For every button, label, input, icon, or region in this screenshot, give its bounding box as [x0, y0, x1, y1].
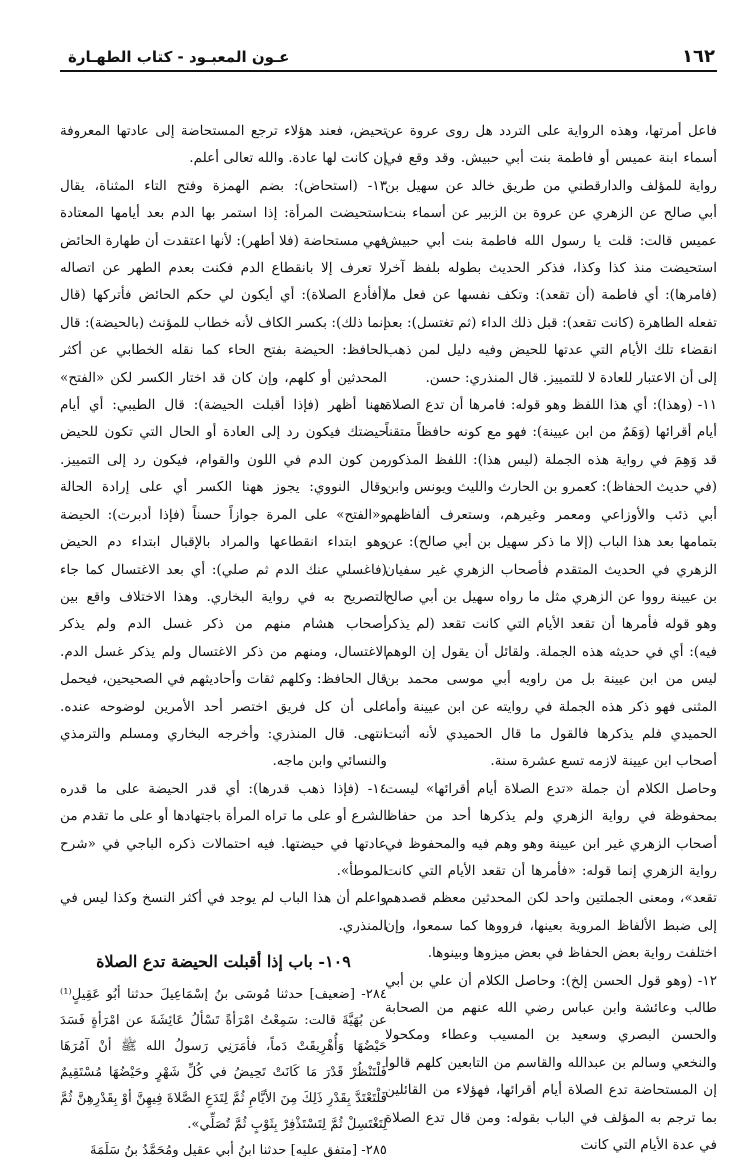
paragraph: تحيض، فعند هؤلاء ترجع المستحاضة إلى عادتها المعروفة إن كانت لها عادة. والله تعالى أعلم. [60, 123, 387, 167]
page-number: ١٦٢ [682, 46, 715, 67]
paragraph: وحاصل الكلام أن جملة «تدع الصلاة أيام أقرائها» ليست بمحفوظة في رواية الزهري ولم يذكرها أحد من حفاظ أصحاب الزهري غير ابن عيينة وهو وهم فيه والمحفوظ في رواية الزهري إنما قوله: «فأمرها أن تقعد الأيام التي كانت تقعد»، ومعنى الجملتين واحد لكن المحدثين معظم قصدهم إلى ضبط الألفاظ المروية بعينها، فرووها كما سمعوا، وإن اختلفت رواية بعض الحفاظ في بعض ميزوها وبينوها. [385, 780, 717, 962]
paragraph: فاعل أمرتها، وهذه الرواية على التردد هل روى عروة عن أسماء ابنة عميس أو فاطمة بنت أبي حبيش. وقد وقع في رواية للمؤلف والدارقطني من طريق خالد عن سهيل بن أبي صالح عن الزهري عن عروة بن الزبير عن أسماء بنت عميس قالت: قلت يا رسول الله فاطمة بنت أبي حبيش استحيضت منذ كذا وكذا، فذكر الحديث بطوله بلفظ آخر (فامرها): أي فاطمة (أن تقعد): وتكف نفسها عن فعل ما تفعله الطاهرة (كانت تقعد): قبل ذلك الداء (ثم تغتسل): بعد انقضاء تلك الأيام التي عدتها للحيض وفيه دليل لمن ذهب إلى أن الاعتبار للعادة لا للتمييز. قال المنذري: حسن. [385, 123, 717, 386]
hadith-text: ٢٨٤- [ضعيف] حدثنا مُوسَى بنُ إسْمَاعِيلَ حدثنا أبُو عَقِيلٍ⁽¹⁾ عن بُهَيَّةَ قالت: سَمِعْتُ امْرَأةً تَسْألُ عَائِشَةَ عن امْرَأةٍ فَسَدَ حَيْضُهَا وَأُهْرِيقَتْ دَماً، فأمَرَنِي رَسولُ الله ﷺ أنْ آمُرَهَا فَلْتَنْظُرْ قَدْرَ مَا كَانَتْ تَحِيضُ في كُلِّ شَهْرٍ وحَيْضُهَا مُسْتَقِيمٌ فَلْتَعْتَدَّ بِقَدْرِ ذَلِكَ مِنَ الأيَّامِ ثُمَّ لِتَدَعِ الصَّلاةَ فِيهِنَّ أوْ بِقَدْرِهِنَّ ثُمَّ لِتَغْتَسِلْ ثُمَّ لِتَسْتَذْفِرْ بِثَوْبٍ ثُمَّ تُصَلِّي». [60, 987, 387, 1133]
running-title: عـون المعبـود - كتاب الطهـارة [68, 48, 290, 66]
paragraph: ١٤- (فإذا ذهب قدرها): أي قدر الحيضة على ما قدره الشرع أو على ما تراه المرأة باجتهادها أو على ما تقدم من عادتها في حيضتها. فيه احتمالات ذكره الباجي في «شرح الموطأ». [60, 780, 387, 879]
left-column [60, 118, 387, 1159]
right-column [385, 118, 717, 1154]
paragraph: ١٢- (وهو قول الحسن إلخ): وحاصل الكلام أن علي بن أبي طالب وعائشة وابن عباس رضي الله عنهم من الصحابة والحسن البصري وسعيد بن المسيب وعطاء ومكحولا والنخعي وسالم بن عبدالله والقاسم من التابعين كلهم قالوا إن المستحاضة تدع الصلاة أيام أقرائها، فهؤلاء من القائلين بما ترجم به المؤلف في الباب بقوله: ومن قال تدع الصلاة في عدة الأيام التي كانت [385, 972, 717, 1154]
header-rule [60, 70, 717, 72]
page-header [60, 40, 717, 72]
paragraph: ١٣- (استحاض): بضم الهمزة وفتح التاء المثناة، يقال استحيضت المرأة: إذا استمر بها الدم بعد أيامها المعتادة فهي مستحاضة (فلا أطهر): لأنها اعتقدت أن طهارة الحائض لا تعرف إلا بانقطاع الدم فكنت بعدم الطهر عن اتصاله (أفأدع الصلاة): أي أيكون لي حكم الحائض فأتركها (قال إنما ذلك): بكسر الكاف لأنه خطاب للمؤنث (بالحيضة): قال الحافظ: الحيضة بفتح الحاء كما نقله الخطابي عن أكثر المحدثين أو كلهم، وإن كان قد اختار الكسر لكن «الفتح» ههنا أظهر (فإذا أقبلت الحيضة): قال الطيبي: أي أيام حيضتك فيكون رد إلى العادة أو الحال التي تكون للحيض من كون الدم في اللون والقوام، فيكون رد إلى التمييز. وقال النووي: يجوز ههنا الكسر أي على إرادة الحالة و«الفتح» على المرة جوازاً حسناً (فإذا أدبرت): الحيضة وهو ابتداء انقطاعها والمراد بالإقبال ابتداء دم الحيض (فاغسلي عنك الدم ثم صلي): أي بعد الاغتسال كما جاء التصريح به في رواية البخاري. وهذا الاختلاف واقع بين أصحاب هشام منهم من ذكر غسل الدم ولم يذكر الاغتسال، ومنهم من ذكر الاغتسال ولم يذكر غسل الدم. قال الحافظ: وكلهم ثقات وأحاديثهم في الصحيحين، فيحمل على أن كل فريق اختصر أحد الأمرين لوضوحه عنده. انتهى. قال المنذري: وأخرجه البخاري ومسلم والترمذي والنسائي وابن ماجه. [60, 177, 387, 770]
hadith-text: ٢٨٥- [متفق عليه] حدثنا ابنُ أبي عقيل ومُحَمَّدُ بنُ سَلَمَةَ [90, 1143, 387, 1159]
paragraph: ١١- (وهذا): أي هذا اللفظ وهو قوله: فامرها أن تدع الصلاة أيام أقرائها (وَهَمٌ من ابن عيينة): فهو مع كونه حافظاً متقناً قد وَهِمَ في رواية هذه الجملة (ليس هذا): اللفظ المذكور (في حديث الحفاظ): كعمرو بن الحارث والليث ويونس وابن أبي ذئب والأوزاعي ومعمر وغيرهم، وستعرف ألفاظهم بتمامها بعد هذا الباب (إلا ما ذكر سهيل بن أبي صالح): عن الزهري في الحديث المتقدم فأصحاب الزهري غير سفيان بن عيينة رووا عن الزهري مثل ما رواه سهيل بن أبي صالح وهو قوله فأمرها أن تقعد الأيام التي كانت تقعد (لم يذكر فيه): أي في حديثه هذه الجملة. ولقائل أن يقول إن الوهم ليس من ابن عيينة بل من راويه أبي موسى محمد بن المثنى فهو ذكر هذه الجملة في روايته عن ابن عيينة وأما الحميدي فلم يذكرها فالقول ما قال الحميدي لأنه أثبت أصحاب ابن عيينة لازمه تسع عشرة سنة. [385, 397, 717, 770]
paragraph: واعلم أن هذا الباب لم يوجد في أكثر النسخ وكذا ليس في المنذري. [60, 890, 387, 934]
chapter-heading: ١٠٩- باب إذا أقبلت الحيضة تدع الصلاة [96, 952, 351, 972]
